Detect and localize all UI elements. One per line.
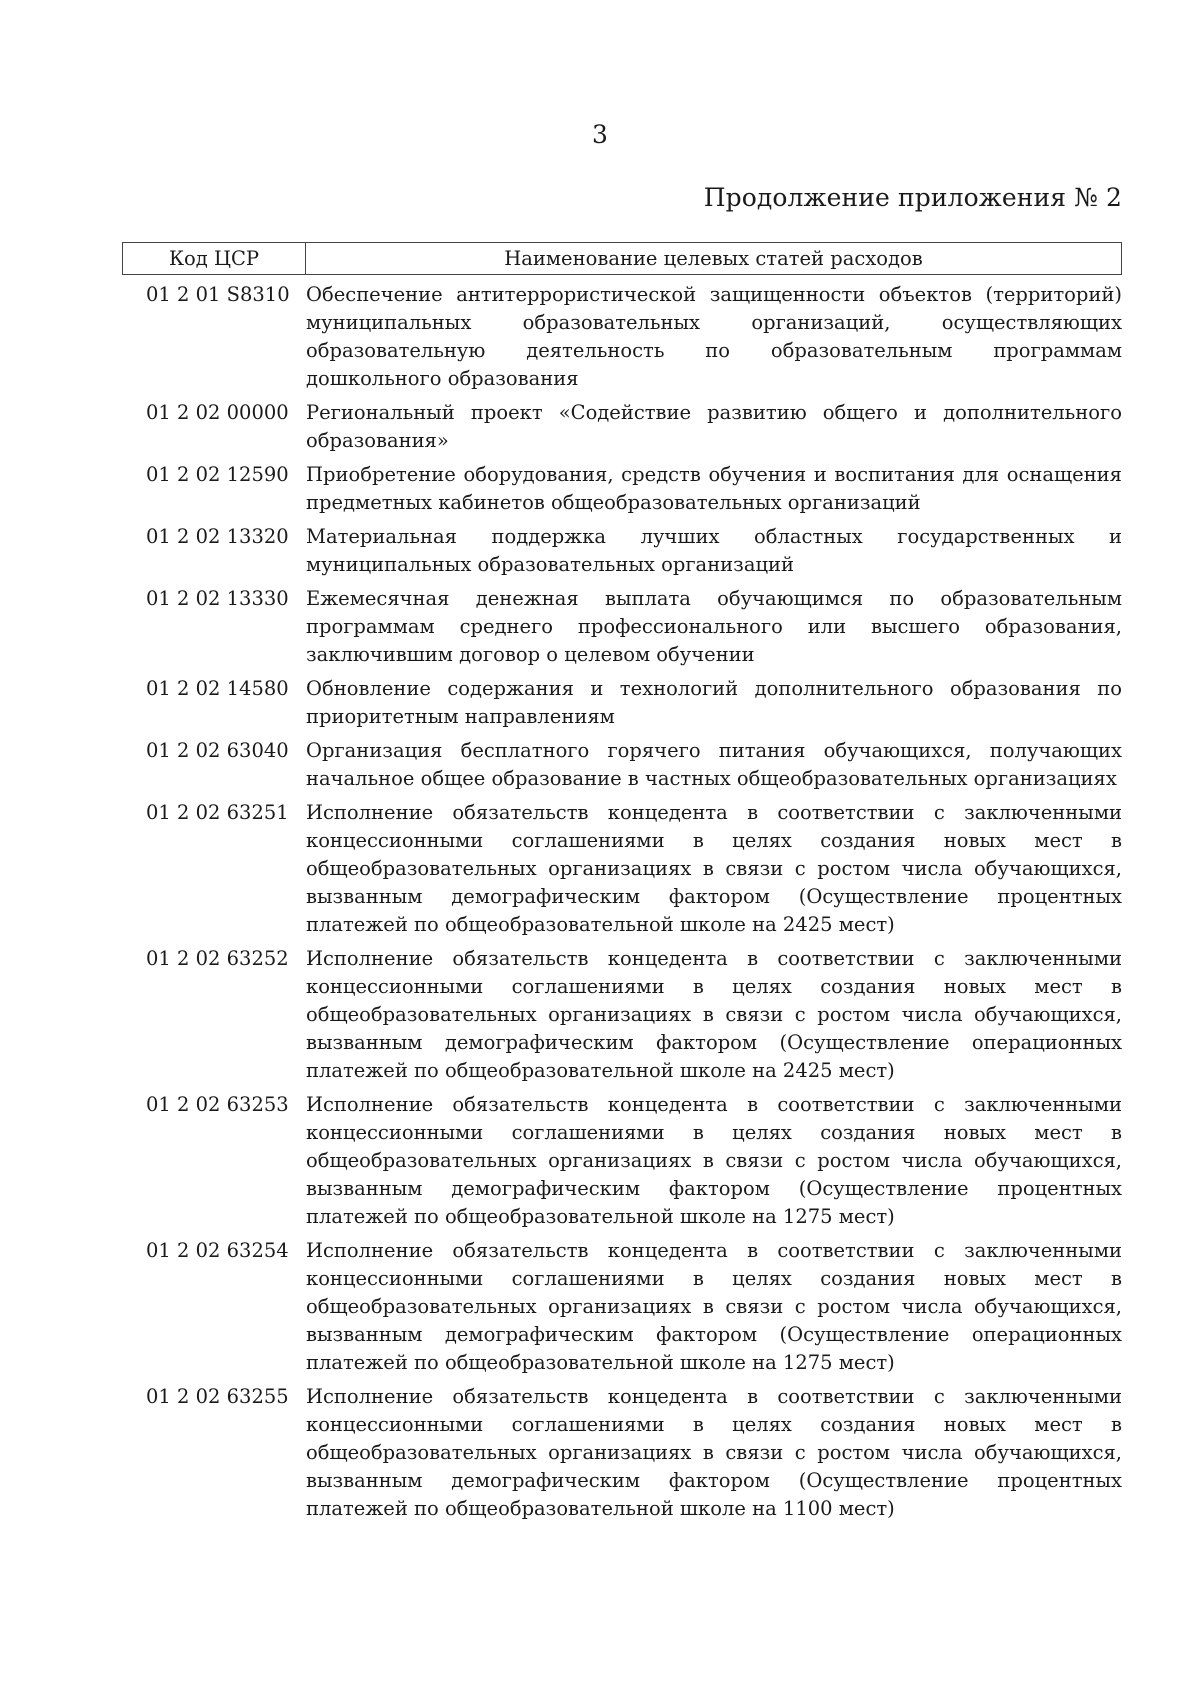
row-name: Региональный проект «Содействие развитию общего и дополнительного образования» [306, 401, 1122, 452]
table-header [122, 242, 1122, 275]
table-row [122, 461, 1122, 517]
row-code: 01 2 02 63040 [146, 739, 289, 762]
row-code: 01 2 02 13320 [146, 525, 289, 548]
row-name: Исполнение обязательств концедента в соответствии с заключенными концессионными соглашениями в целях создания новых мест в общеобразовательных организациях в связи с ростом числа обучающихся, вызванным демографическим фактором (Осуществление операционных платежей по общеобразовательной школе на 2425 мест) [306, 947, 1122, 1082]
table-row [122, 675, 1122, 731]
table-row [122, 1383, 1122, 1523]
row-name: Обновление содержания и технологий дополнительного образования по приоритетным направлениям [306, 677, 1122, 728]
row-name: Материальная поддержка лучших областных государственных и муниципальных образовательных организаций [306, 525, 1122, 576]
row-name: Приобретение оборудования, средств обучения и воспитания для оснащения предметных кабинетов общеобразовательных организаций [306, 463, 1122, 514]
row-code: 01 2 02 14580 [146, 677, 289, 700]
table-row [122, 799, 1122, 939]
table-row [122, 1237, 1122, 1377]
row-name: Обеспечение антитеррористической защищенности объектов (территорий) муниципальных образовательных организаций, осуществляющих образовательную деятельность по образовательным программам дошкольного образования [306, 283, 1122, 390]
table-row [122, 1091, 1122, 1231]
page-number: 3 [592, 120, 608, 149]
row-code: 01 2 02 00000 [146, 401, 289, 424]
row-code: 01 2 02 63253 [146, 1093, 289, 1116]
row-code: 01 2 02 12590 [146, 463, 289, 486]
row-name: Исполнение обязательств концедента в соответствии с заключенными концессионными соглашениями в целях создания новых мест в общеобразовательных организациях в связи с ростом числа обучающихся, вызванным демографическим фактором (Осуществление процентных платежей по общеобразовательной школе на 1275 мест) [306, 1093, 1122, 1228]
header-code: Код ЦСР [123, 243, 306, 274]
row-code: 01 2 02 63255 [146, 1385, 289, 1408]
appendix-title: Продолжение приложения № 2 [703, 183, 1122, 212]
header-name: Наименование целевых статей расходов [504, 247, 923, 270]
table-row [122, 281, 1122, 393]
table-row [122, 523, 1122, 579]
row-code: 01 2 02 63252 [146, 947, 289, 970]
row-code: 01 2 02 63251 [146, 801, 289, 824]
row-name: Организация бесплатного горячего питания обучающихся, получающих начальное общее образование в частных общеобразовательных организациях [306, 739, 1122, 790]
row-code: 01 2 01 S8310 [146, 283, 290, 306]
row-code: 01 2 02 63254 [146, 1239, 289, 1262]
row-name: Ежемесячная денежная выплата обучающимся по образовательным программам среднего профессионального или высшего образования, заключившим договор о целевом обучении [306, 587, 1122, 666]
table-row [122, 399, 1122, 455]
row-name: Исполнение обязательств концедента в соответствии с заключенными концессионными соглашениями в целях создания новых мест в общеобразовательных организациях в связи с ростом числа обучающихся, вызванным демографическим фактором (Осуществление процентных платежей по общеобразовательной школе на 1100 мест) [306, 1385, 1122, 1520]
table-body [122, 281, 1122, 1529]
row-name: Исполнение обязательств концедента в соответствии с заключенными концессионными соглашениями в целях создания новых мест в общеобразовательных организациях в связи с ростом числа обучающихся, вызванным демографическим фактором (Осуществление операционных платежей по общеобразовательной школе на 1275 мест) [306, 1239, 1122, 1374]
row-code: 01 2 02 13330 [146, 587, 289, 610]
table-row [122, 737, 1122, 793]
table-row [122, 585, 1122, 669]
table-row [122, 945, 1122, 1085]
row-name: Исполнение обязательств концедента в соответствии с заключенными концессионными соглашениями в целях создания новых мест в общеобразовательных организациях в связи с ростом числа обучающихся, вызванным демографическим фактором (Осуществление процентных платежей по общеобразовательной школе на 2425 мест) [306, 801, 1122, 936]
